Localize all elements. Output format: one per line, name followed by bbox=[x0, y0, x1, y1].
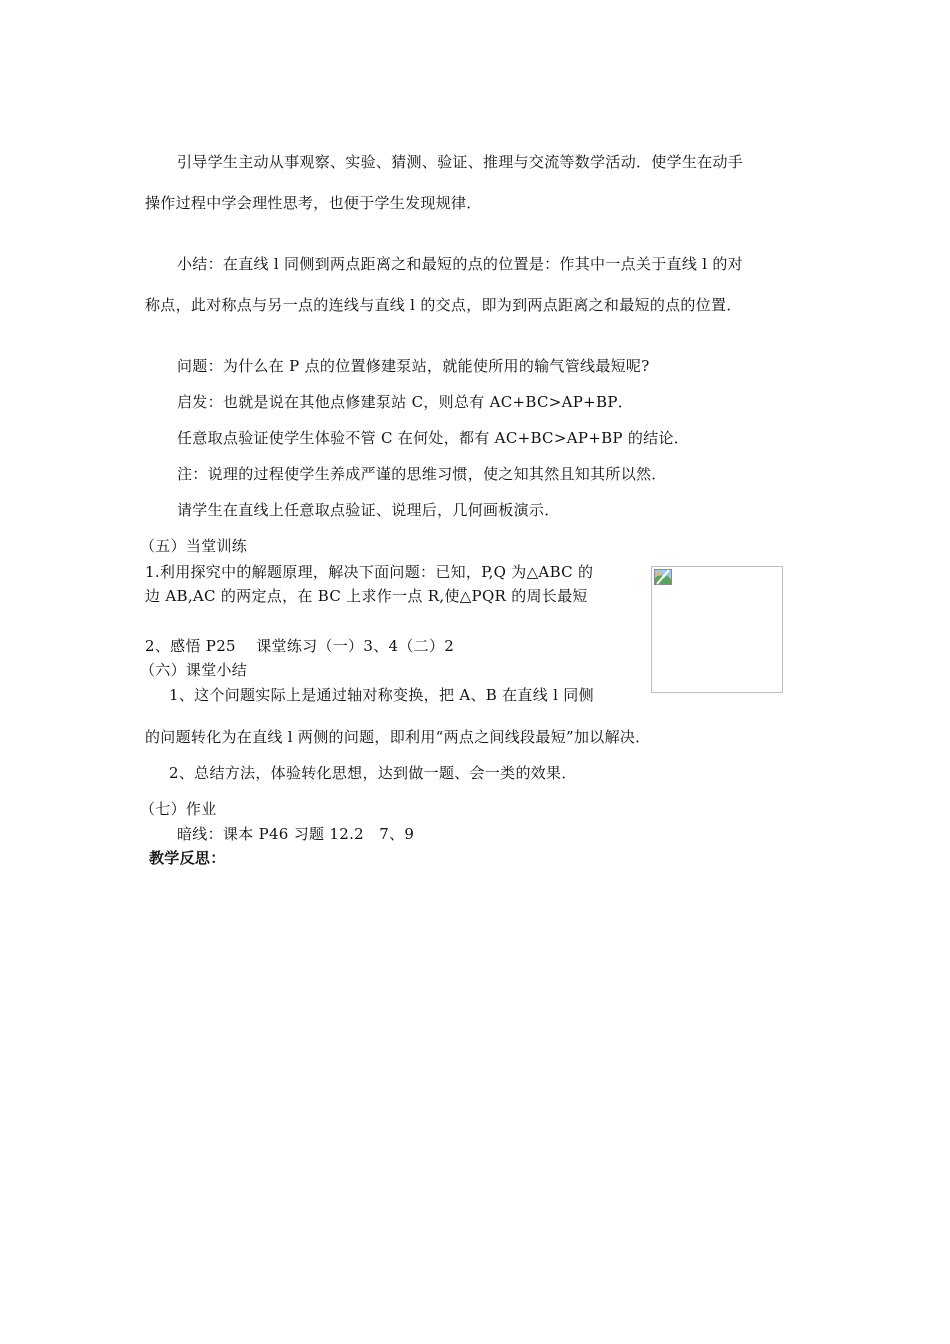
broken-image-icon bbox=[654, 569, 672, 585]
demo-text: 请学生在直线上任意取点验证、说理后，几何画板演示． bbox=[177, 501, 560, 519]
hint-text: 启发：也就是说在其他点修建泵站 C，则总有 AC+BC>AP+BP． bbox=[177, 393, 634, 411]
section-7-heading: （七）作业 bbox=[140, 800, 217, 818]
note-text: 注：说理的过程使学生养成严谨的思维习惯，使之知其然且知其所以然． bbox=[177, 465, 667, 483]
teaching-reflection-label: 教学反思： bbox=[149, 849, 226, 867]
summary-2: 2、总结方法，体验转化思想，达到做一题、会一类的效果． bbox=[169, 764, 577, 782]
homework-text: 暗线：课本 P46 习题 12.2 7、9 bbox=[177, 825, 415, 843]
summary-line-2: 称点，此对称点与另一点的连线与直线 l 的交点，即为到两点距离之和最短的点的位置． bbox=[145, 296, 742, 314]
summary-1-line-1: 1、这个问题实际上是通过轴对称变换，把 A、B 在直线 l 同侧 bbox=[169, 686, 594, 704]
exercise-1-line-2: 边 AB,AC 的两定点，在 BC 上求作一点 R,使△PQR 的周长最短 bbox=[145, 587, 588, 605]
paragraph-1-line-1: 引导学生主动从事观察、实验、猜测、验证、推理与交流等数学活动．使学生在动手 bbox=[177, 153, 744, 171]
figure-image-placeholder bbox=[651, 566, 783, 693]
section-5-heading: （五）当堂训练 bbox=[140, 537, 248, 555]
verify-text: 任意取点验证使学生体验不管 C 在何处，都有 AC+BC>AP+BP 的结论． bbox=[177, 429, 690, 447]
section-6-heading: （六）课堂小结 bbox=[140, 661, 248, 679]
paragraph-1-line-2: 操作过程中学会理性思考，也便于学生发现规律． bbox=[145, 194, 482, 212]
exercise-2: 2、感悟 P25 课堂练习（一）3、4（二）2 bbox=[145, 637, 455, 655]
exercise-1-line-1: 1.利用探究中的解题原理，解决下面问题：已知，P,Q 为△ABC 的 bbox=[145, 563, 594, 581]
question-text: 问题：为什么在 P 点的位置修建泵站，就能使所用的输气管线最短呢? bbox=[177, 357, 650, 375]
summary-line-1: 小结：在直线 l 同侧到两点距离之和最短的点的位置是：作其中一点关于直线 l 的对 bbox=[177, 255, 743, 273]
summary-1-line-2: 的问题转化为在直线 l 两侧的问题，即利用“两点之间线段最短”加以解决． bbox=[145, 728, 651, 746]
